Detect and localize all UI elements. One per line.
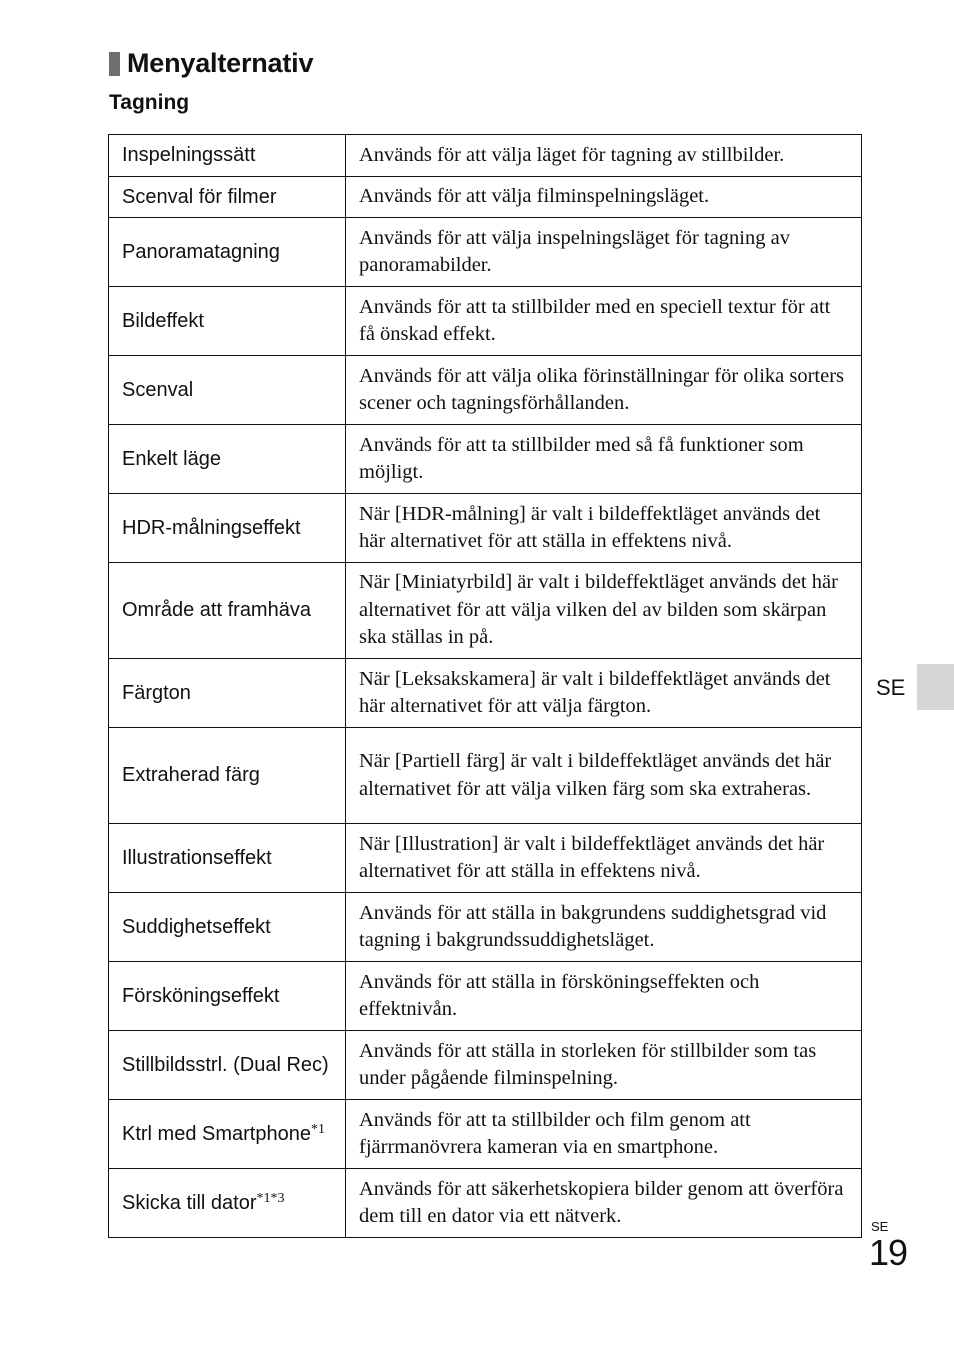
menu-item-name-text: Försköningseffekt: [122, 984, 280, 1007]
heading-bar-marker: [109, 52, 120, 76]
menu-item-name-text: Stillbildsstrl. (Dual Rec): [122, 1053, 329, 1076]
menu-item-description: När [HDR-målning] är valt i bildeffektläget används det här alternativet för att ställa in effektens nivå.: [346, 494, 862, 563]
subheading-tagning: Tagning: [109, 91, 190, 114]
menu-item-name: [109, 824, 346, 893]
heading-title: Menyalternativ: [127, 48, 314, 78]
menu-item-name-text: Extraherad färg: [122, 764, 260, 786]
menu-item-description: Används för att välja olika förinställningar för olika sorters scener och tagningsförhållanden.: [346, 356, 862, 425]
menu-item-name: [109, 425, 346, 494]
section-heading: [109, 48, 313, 79]
menu-item-name-text: Suddighetseffekt: [122, 915, 271, 938]
menu-item-name-text: Skicka till dator: [122, 1191, 257, 1214]
table-row: [109, 893, 862, 962]
page-language-code: SE: [871, 1219, 889, 1234]
menu-item-description: Används för att ställa in bakgrundens suddighetsgrad vid tagning i bakgrundssuddighetsläget.: [346, 893, 862, 962]
menu-item-name-text: Scenval: [122, 378, 194, 401]
table-row: [109, 563, 862, 659]
menu-item-name-text: Inspelningssätt: [122, 144, 256, 166]
menu-item-name: [109, 287, 346, 356]
table-row: [109, 356, 862, 425]
page-number: 19: [869, 1232, 908, 1273]
menu-item-name: [109, 962, 346, 1031]
menu-item-name-text: Panoramatagning: [122, 240, 280, 263]
table-row: [109, 177, 862, 218]
menu-item-name: [109, 135, 346, 177]
menu-items-table: [108, 134, 862, 1238]
menu-item-name: [109, 659, 346, 728]
menu-item-description: Används för att ta stillbilder med så få funktioner som möjligt.: [346, 425, 862, 494]
table-row: [109, 1100, 862, 1169]
side-tab-label: SE: [876, 675, 906, 700]
menu-item-description: När [Partiell färg] är valt i bildeffektläget används det här alternativet för att välja vilken färg som ska extraheras.: [346, 728, 862, 824]
menu-item-name-text: Scenval för filmer: [122, 185, 277, 208]
menu-item-name: [109, 494, 346, 563]
footnote-marker: *1*3: [256, 1190, 285, 1206]
table-row: [109, 135, 862, 177]
menu-item-name: [109, 728, 346, 824]
menu-item-description: När [Miniatyrbild] är valt i bildeffektläget används det här alternativet för att välja vilken del av bilden som skärpan ska ställas in på.: [346, 563, 862, 659]
menu-item-description: När [Illustration] är valt i bildeffektläget används det här alternativet för att ställa in effektens nivå.: [346, 824, 862, 893]
menu-item-name-text: Ktrl med Smartphone: [122, 1122, 311, 1145]
menu-item-name-text: Bildeffekt: [122, 309, 204, 332]
table-row: [109, 659, 862, 728]
menu-item-description: Används för att ställa in försköningseffekten och effektnivån.: [346, 962, 862, 1031]
menu-item-name: [109, 563, 346, 659]
menu-item-name: [109, 1100, 346, 1169]
menu-item-description: Används för att välja filminspelningsläget.: [346, 177, 862, 218]
table-row: [109, 728, 862, 824]
menu-item-name: [109, 177, 346, 218]
table-row: [109, 824, 862, 893]
menu-item-description: Används för att ställa in storleken för stillbilder som tas under pågående filminspelning.: [346, 1031, 862, 1100]
menu-item-name-text: Färgton: [122, 681, 191, 704]
table-row: [109, 287, 862, 356]
menu-item-name: [109, 218, 346, 287]
menu-item-description: Används för att ta stillbilder med en speciell textur för att få önskad effekt.: [346, 287, 862, 356]
menu-item-name-text: Enkelt läge: [122, 447, 221, 470]
table-row: [109, 1031, 862, 1100]
menu-item-description: När [Leksakskamera] är valt i bildeffektläget används det här alternativet för att välja färgton.: [346, 659, 862, 728]
menu-item-name: [109, 1031, 346, 1100]
footnote-marker: *1: [310, 1121, 325, 1137]
menu-item-name: [109, 1169, 346, 1238]
menu-item-description: Används för att välja inspelningsläget för tagning av panoramabilder.: [346, 218, 862, 287]
menu-item-description: Används för att ta stillbilder och film genom att fjärrmanövrera kameran via en smartphone.: [346, 1100, 862, 1169]
menu-item-description: Används för att välja läget för tagning av stillbilder.: [346, 135, 862, 177]
table-row: [109, 218, 862, 287]
language-side-tab: [917, 664, 954, 710]
menu-item-name-text: Illustrationseffekt: [122, 846, 272, 869]
menu-item-name: [109, 356, 346, 425]
table-row: [109, 1169, 862, 1238]
menu-item-name-text: HDR-målningseffekt: [122, 516, 301, 539]
table-row: [109, 425, 862, 494]
table-row: [109, 962, 862, 1031]
menu-item-name-text: Område att framhäva: [122, 599, 311, 621]
menu-item-name: [109, 893, 346, 962]
table-row: [109, 494, 862, 563]
menu-item-description: Används för att säkerhetskopiera bilder genom att överföra dem till en dator via ett nätverk.: [346, 1169, 862, 1238]
